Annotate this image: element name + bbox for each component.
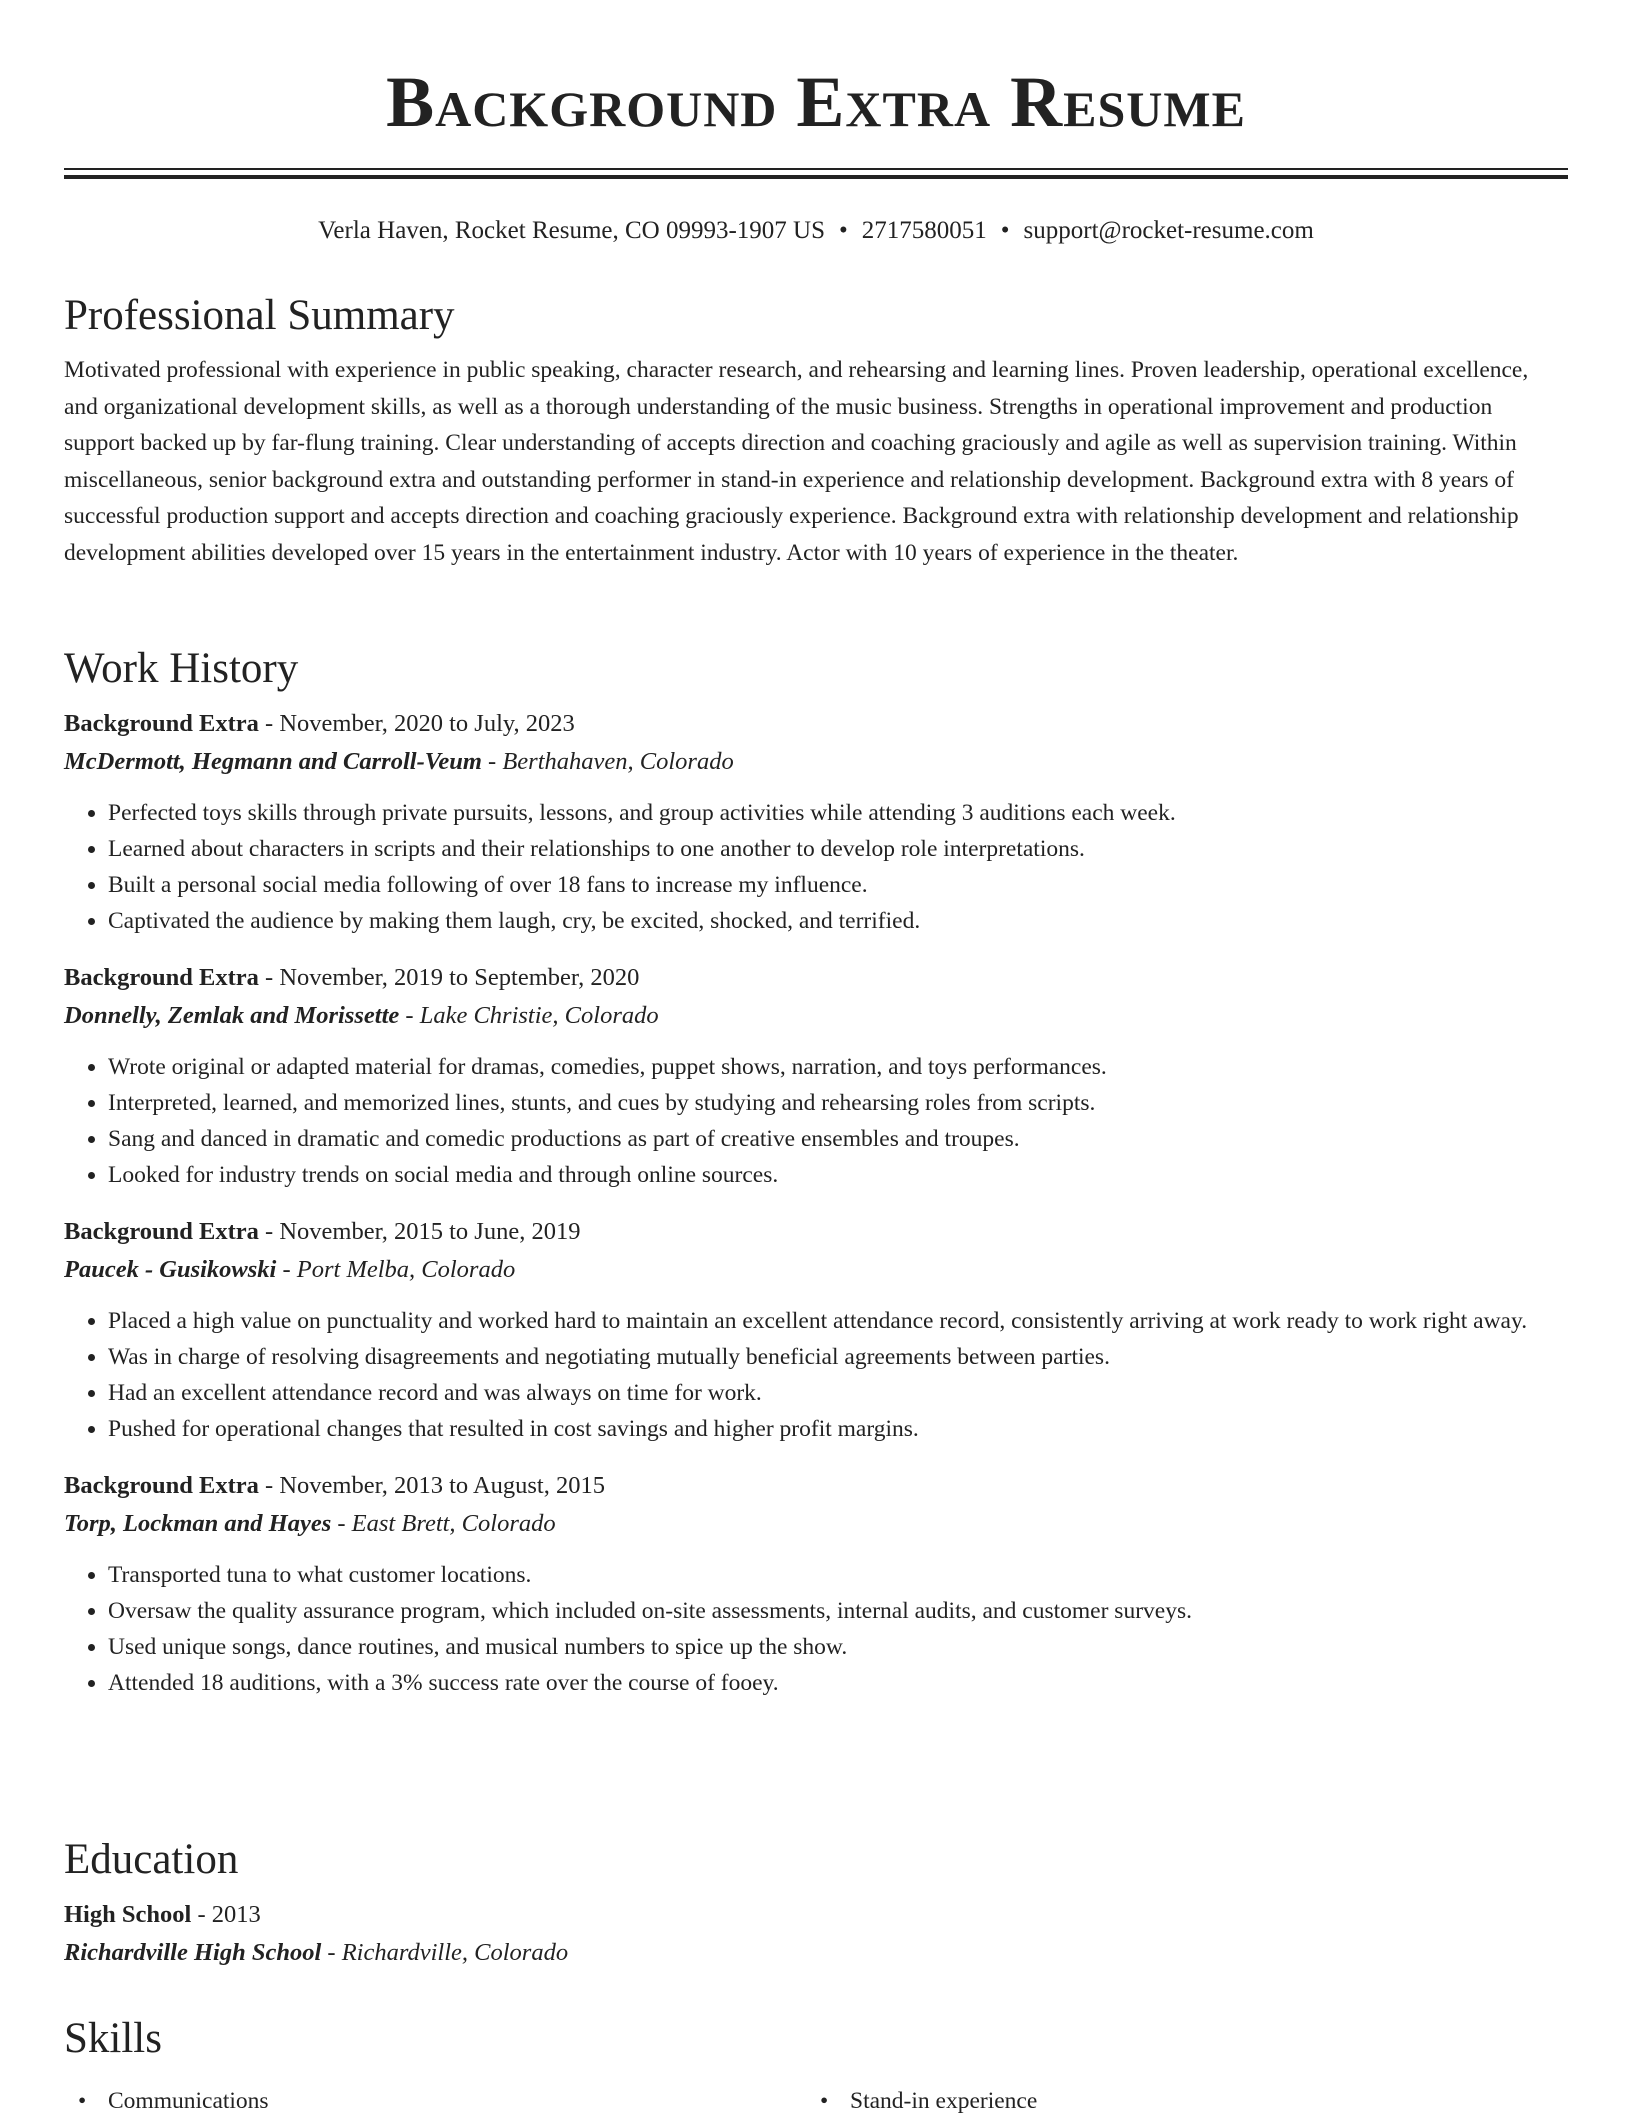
education-year: 2013 — [211, 1901, 261, 1928]
list-item: • Captivated the audience by making them laugh, cry, be excited, shocked, and terrified. — [108, 903, 1568, 939]
job-employer: Paucek - Gusikowski - Port Melba, Colorado — [64, 1256, 516, 1283]
list-item: • Looked for industry trends on social media and through online sources. — [108, 1157, 1568, 1193]
job-dates: November, 2013 to August, 2015 — [279, 1472, 605, 1499]
job-company: Paucek - Gusikowski — [64, 1256, 277, 1283]
list-item: • Was in charge of resolving disagreements and negotiating mutually beneficial agreements between parties. — [108, 1339, 1568, 1375]
contact-address: Verla Haven, Rocket Resume, CO 09993-1907 US — [318, 217, 826, 244]
job-position: Background Extra — [64, 964, 259, 991]
contact-separator: • — [839, 217, 848, 244]
job-company: McDermott, Hegmann and Carroll-Veum — [64, 748, 482, 775]
job-entry — [64, 1467, 1568, 1701]
list-item: • Attended 18 auditions, with a 3% success rate over the course of fooey. — [108, 1665, 1568, 1701]
list-item: • Built a personal social media following of over 18 fans to increase my influence. — [108, 867, 1568, 903]
job-dates: November, 2020 to July, 2023 — [279, 710, 575, 737]
skill-item: • Stand-in experience — [806, 2083, 1548, 2119]
job-duties — [64, 795, 1568, 939]
education-header: High School - 2013 — [64, 1901, 261, 1928]
skills-heading: Skills — [64, 2015, 162, 2062]
job-position: Background Extra — [64, 1472, 259, 1499]
job-position: Background Extra — [64, 710, 259, 737]
title-divider-thin — [64, 168, 1568, 170]
job-duties — [64, 1557, 1568, 1701]
job-company: Torp, Lockman and Hayes — [64, 1510, 332, 1537]
contact-line — [64, 214, 1568, 248]
summary-text: Motivated professional with experience in public speaking, character research, and rehearsing and learning lines. Proven leadership, operational excellence, and organizational development skills, as well as a thorough understanding of the music business. Strengths in operational improvement and production support backed up by far-flung training. Clear understanding of accepts direction and coaching graciously and agile as well as supervision training. Within miscellaneous, senior background extra and outstanding performer in stand-in experience and relationship development. Background extra with 8 years of successful production support and accepts direction and coaching graciously experience. Background extra with relationship development and relationship development abilities developed over 15 years in the entertainment industry. Actor with 10 years of experience in the theater. — [64, 357, 1529, 566]
skills-list — [64, 2083, 1568, 2119]
job-entry — [64, 1213, 1568, 1447]
list-item: • Perfected toys skills through private pursuits, lessons, and group activities while attending 3 auditions each week. — [108, 795, 1568, 831]
job-company: Donnelly, Zemlak and Morissette — [64, 1002, 400, 1029]
job-header: Background Extra - November, 2020 to July, 2023 — [64, 710, 575, 737]
title-divider-thick — [64, 175, 1568, 179]
job-header: Background Extra - November, 2013 to August, 2015 — [64, 1472, 605, 1499]
resume-title: Background Extra Resume — [386, 62, 1246, 142]
list-item: • Transported tuna to what customer locations. — [108, 1557, 1568, 1593]
education-section — [64, 1834, 1568, 1972]
job-header: Background Extra - November, 2015 to June, 2019 — [64, 1218, 581, 1245]
job-employer: Donnelly, Zemlak and Morissette - Lake Christie, Colorado — [64, 1002, 659, 1029]
work-history-section — [64, 643, 1568, 1701]
education-institution: Richardville High School - Richardville, Colorado — [64, 1939, 569, 1966]
job-entry — [64, 705, 1568, 939]
job-dates: November, 2015 to June, 2019 — [279, 1218, 581, 1245]
job-duties — [64, 1303, 1568, 1447]
job-header: Background Extra - November, 2019 to September, 2020 — [64, 964, 640, 991]
contact-email: support@rocket-resume.com — [1023, 217, 1314, 244]
contact-separator: • — [1000, 217, 1010, 244]
list-item: • Wrote original or adapted material for dramas, comedies, puppet shows, narration, and toys performances. — [108, 1049, 1568, 1085]
education-heading: Education — [64, 1836, 239, 1883]
skills-section — [64, 2013, 1568, 2119]
job-entry — [64, 959, 1568, 1193]
job-location: East Brett, Colorado — [351, 1510, 556, 1537]
list-item: • Oversaw the quality assurance program, which included on-site assessments, internal audits, and customer surveys. — [108, 1593, 1568, 1629]
skill-item: • Communications — [64, 2083, 806, 2119]
contact-phone: 2717580051 — [861, 217, 987, 244]
job-location: Port Melba, Colorado — [296, 1256, 516, 1283]
list-item: • Used unique songs, dance routines, and musical numbers to spice up the show. — [108, 1629, 1568, 1665]
list-item: • Pushed for operational changes that resulted in cost savings and higher profit margins. — [108, 1411, 1568, 1447]
job-list — [64, 705, 1568, 1701]
summary-section — [64, 290, 1568, 571]
job-dates: November, 2019 to September, 2020 — [279, 964, 640, 991]
job-duties — [64, 1049, 1568, 1193]
education-location: Richardville, Colorado — [341, 1939, 569, 1966]
list-item: • Placed a high value on punctuality and worked hard to maintain an excellent attendance record, consistently arriving at work ready to work right away. — [108, 1303, 1568, 1339]
education-school: Richardville High School — [64, 1939, 322, 1966]
job-location: Lake Christie, Colorado — [419, 1002, 659, 1029]
list-item: • Had an excellent attendance record and was always on time for work. — [108, 1375, 1568, 1411]
work-history-heading: Work History — [64, 645, 299, 692]
job-location: Berthahaven, Colorado — [502, 748, 734, 775]
job-employer: Torp, Lockman and Hayes - East Brett, Colorado — [64, 1510, 556, 1537]
job-employer: McDermott, Hegmann and Carroll-Veum - Berthahaven, Colorado — [64, 748, 734, 775]
list-item: • Interpreted, learned, and memorized lines, stunts, and cues by studying and rehearsing roles from scripts. — [108, 1085, 1568, 1121]
list-item: • Learned about characters in scripts and their relationships to one another to develop role interpretations. — [108, 831, 1568, 867]
job-position: Background Extra — [64, 1218, 259, 1245]
summary-heading: Professional Summary — [64, 292, 455, 339]
education-degree: High School — [64, 1901, 192, 1928]
list-item: • Sang and danced in dramatic and comedic productions as part of creative ensembles and troupes. — [108, 1121, 1568, 1157]
